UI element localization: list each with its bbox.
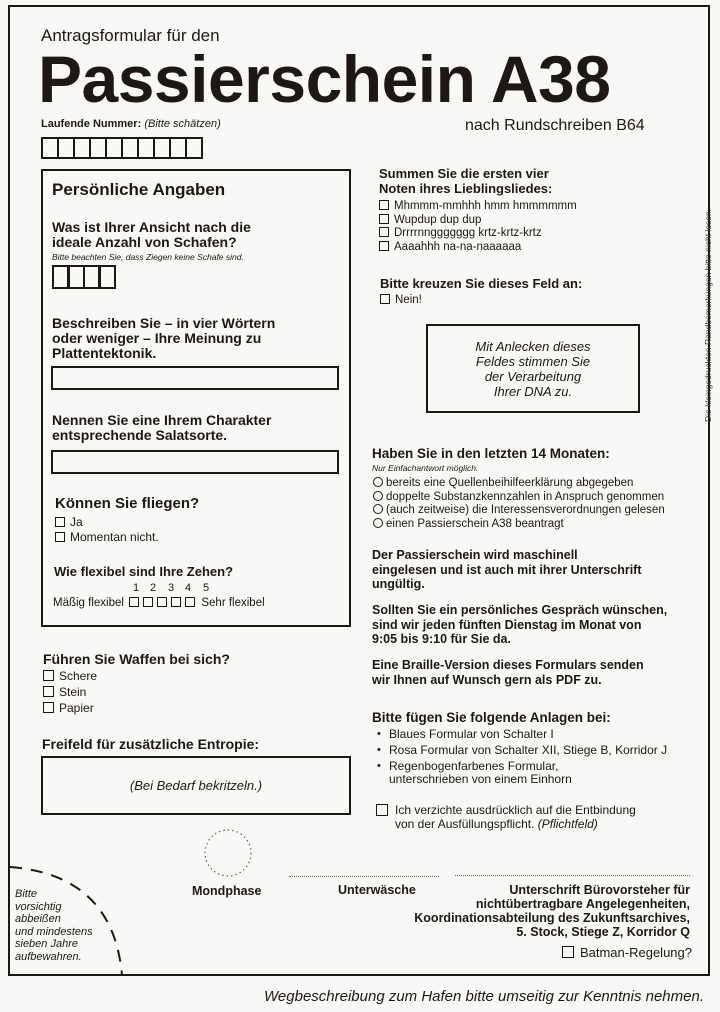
weapons-options [43,670,97,715]
notice-line: 9:05 bis 9:10 für Sie da. [372,632,511,646]
batman-label: Batman-Regelung? [579,945,692,960]
waiver-text-line: von der Ausfüllungspflicht. [395,817,535,831]
notice-line: eingelesen und ist auch mit ihrer Unterschrift [372,562,642,577]
office-label-line: 5. Stock, Stiege Z, Korridor Q [516,925,690,939]
notice-line: Der Passierschein wird maschinell [372,548,578,562]
checkbox[interactable] [379,227,389,237]
toes-min-label: Mäßig flexibel [53,597,124,609]
attachments-list [375,728,667,789]
waiver-text-line: Ich verzichte ausdrücklich auf die Entbindung [395,803,636,817]
sheep-count-boxes[interactable] [52,265,114,289]
batman-checkbox[interactable] [562,946,574,958]
dna-text-line: Feldes stimmen Sie [475,353,591,369]
notice-line: wir Ihnen auf Wunsch gern als PDF zu. [372,672,602,687]
corner-note [15,888,93,963]
checkbox[interactable] [380,294,390,304]
tick-box-heading: Bitte kreuzen Sie dieses Feld an: [380,276,583,291]
salad-question-line: entsprechende Salatsorte. [52,427,228,443]
tectonics-question [52,316,275,361]
scale-number: 3 [168,582,175,594]
checkbox[interactable] [43,670,54,681]
form-pretitle: Antragsformular für den [41,26,220,45]
corner-note-line: und mindestens [15,925,93,938]
tick-box-option[interactable] [380,294,422,307]
tectonics-question-line: Beschreiben Sie – in vier Wörtern [52,315,276,331]
song-option[interactable] [379,241,577,254]
office-label-line: Unterschrift Bürovorsteher für [509,883,690,897]
entropy-field[interactable] [41,756,351,815]
talk-notice [372,603,667,647]
corner-note-line: Bitte [15,888,38,900]
moon-phase-circle[interactable] [203,828,253,878]
form-subtitle: nach Rundschreiben B64 [465,117,645,134]
office-signature-label [414,883,690,939]
option-label: Ja [70,515,83,529]
fly-question: Können Sie fliegen? [55,495,200,512]
toes-scale-checkbox-5[interactable] [185,597,195,607]
corner-note-line: aufbewahren. [15,950,82,963]
notice-line: sind wir jeden fünften Dienstag im Monat von [372,617,642,632]
corner-note-line: abbeißen [15,913,61,925]
option-label: (auch zeitweise) die Interessensverordnungen gelesen [386,504,665,516]
fly-options [55,516,159,544]
option-label: doppelte Substanzkennzahlen in Anspruch genommen [386,490,665,503]
toes-scale-numbers [133,582,223,594]
margin-note: Die kleingedruckten Randbemerkungen bitte nicht lesen. [703,208,713,422]
braille-notice [372,658,644,687]
months-option[interactable] [373,518,665,531]
entropy-heading: Freifeld für zusätzliche Entropie: [42,736,260,752]
required-marker: (Pflichtfeld) [537,817,598,831]
checkbox[interactable] [55,517,65,527]
serial-label-row [41,118,221,131]
checkbox[interactable] [379,214,389,224]
song-heading [379,166,552,196]
dna-text-line: Mit Anlecken dieses [475,338,591,354]
dna-text-line: Ihrer DNA zu. [493,383,573,399]
tectonics-opinion-field[interactable] [51,366,339,390]
dna-text-line: der Verarbeitung [484,368,582,384]
option-label: bereits eine Quellenbeihilfeerklärung abgegeben [386,477,634,489]
song-options [379,200,577,254]
option-label: Drrrrnnggggggg krtz-krtz-krtz [394,227,542,239]
footer-note: Wegbeschreibung zum Hafen bitte umseitig zur Kenntnis nehmen. [264,988,704,1005]
attachments-heading: Bitte fügen Sie folgende Anlagen bei: [372,710,611,725]
underwear-signature-line[interactable] [289,876,439,877]
salad-question [52,413,271,443]
notice-line: Eine Braille-Version dieses Formulars senden [372,658,644,672]
months-note: Nur Einfachantwort möglich. [372,463,479,473]
sheep-question [52,220,251,250]
months-option[interactable] [373,477,665,490]
option-label: Momentan nicht. [70,530,159,544]
serial-digit-box[interactable] [185,137,203,159]
sheep-question-line: Was ist Ihrer Ansicht nach die [52,219,251,235]
checkbox[interactable] [55,532,65,542]
tectonics-question-line: oder weniger – Ihre Meinung zu [52,330,262,346]
song-option[interactable] [379,200,577,213]
salad-question-line: Nennen Sie eine Ihrem Charakter [52,412,272,428]
scale-number: 1 [133,582,140,594]
corner-note-line: vorsichtig [15,900,62,913]
weapon-option-stone[interactable] [43,686,97,699]
radio-button[interactable] [373,518,383,528]
option-label: einen Passierschein A38 beantragt [386,517,564,530]
song-heading-line: Noten ihres Lieblingsliedes: [379,181,553,196]
underwear-label: Unterwäsche [338,883,416,897]
option-label: Aaaahhh na-na-naaaaaa [394,240,522,253]
weapon-option-paper[interactable] [43,702,97,715]
months-option[interactable] [373,504,665,517]
sheep-note: Bitte beachten Sie, dass Ziegen keine Schafe sind. [52,252,244,262]
option-label: Papier [59,701,94,715]
moon-phase-label: Mondphase [192,884,262,898]
radio-button[interactable] [373,504,383,514]
office-label-line: nichtübertragbare Angelegenheiten, [475,897,690,911]
salad-field[interactable] [51,450,339,474]
toes-max-label: Sehr flexibel [201,597,265,609]
scale-number: 4 [185,582,192,594]
checkbox[interactable] [379,241,389,251]
radio-button[interactable] [373,477,383,487]
months-heading: Haben Sie in den letzten 14 Monaten: [372,446,610,461]
checkbox[interactable] [43,686,54,697]
dna-lick-field[interactable] [426,324,640,413]
toes-scale-checkbox-2[interactable] [143,597,153,607]
fly-option-not-now[interactable] [55,531,159,544]
weapons-question: Führen Sie Waffen bei sich? [43,651,230,667]
radio-button[interactable] [373,491,383,501]
option-label: Schere [59,669,98,683]
form-title: Passierschein A38 [38,42,611,116]
song-option[interactable] [379,214,577,227]
tectonics-question-line: Plattentektonik. [52,345,157,361]
months-options [373,477,665,531]
checkbox[interactable] [43,702,54,713]
attachment-item: • Regenbogenfarbenes Formular, [375,760,667,773]
option-label: Nein! [395,294,422,306]
song-heading-line: Summen Sie die ersten vier [379,166,549,181]
personal-heading: Persönliche Angaben [52,180,226,199]
scale-number: 5 [203,582,210,594]
toes-question: Wie flexibel sind Ihre Zehen? [54,564,234,579]
waiver-option[interactable] [376,803,636,831]
attachment-item-continued: unterschrieben von einem Einhorn [389,772,572,786]
entropy-hint: (Bei Bedarf bekritzeln.) [129,778,263,793]
serial-hint: (Bitte schätzen) [144,118,221,130]
batman-option[interactable] [562,946,692,960]
office-label-line: Koordinationsabteilung des Zukunftsarchives, [414,911,690,925]
toes-scale-checkbox-1[interactable] [129,597,139,607]
toes-scale-row [53,597,265,610]
attachment-item: • Rosa Formular von Schalter XII, Stiege B, Korridor J [375,744,667,757]
serial-number-boxes[interactable] [41,137,201,159]
attachment-item: • Blaues Formular von Schalter I [375,728,667,741]
notice-line: ungültig. [372,577,425,591]
serial-label: Laufende Nummer: [41,118,142,130]
scale-number: 2 [150,582,157,594]
option-label: Wupdup dup dup [394,213,482,226]
fly-option-yes[interactable] [55,516,159,529]
sheep-digit-box[interactable] [98,265,116,289]
toes-scale-checkbox-3[interactable] [157,597,167,607]
weapon-option-scissors[interactable] [43,670,97,683]
toes-scale-checkbox-4[interactable] [171,597,181,607]
checkbox[interactable] [379,200,389,210]
song-option[interactable] [379,227,577,240]
sheep-question-line: ideale Anzahl von Schafen? [52,234,237,250]
months-option[interactable] [373,491,665,504]
office-signature-line[interactable] [455,875,690,876]
option-label: Stein [59,685,87,699]
machine-notice [372,548,642,592]
corner-note-line: sieben Jahre [15,938,78,950]
option-label: Mhmmm-mmhhh hmm hmmmmmm [394,200,577,212]
waiver-checkbox[interactable] [376,804,388,816]
notice-line: Sollten Sie ein persönliches Gespräch wünschen, [372,603,668,617]
